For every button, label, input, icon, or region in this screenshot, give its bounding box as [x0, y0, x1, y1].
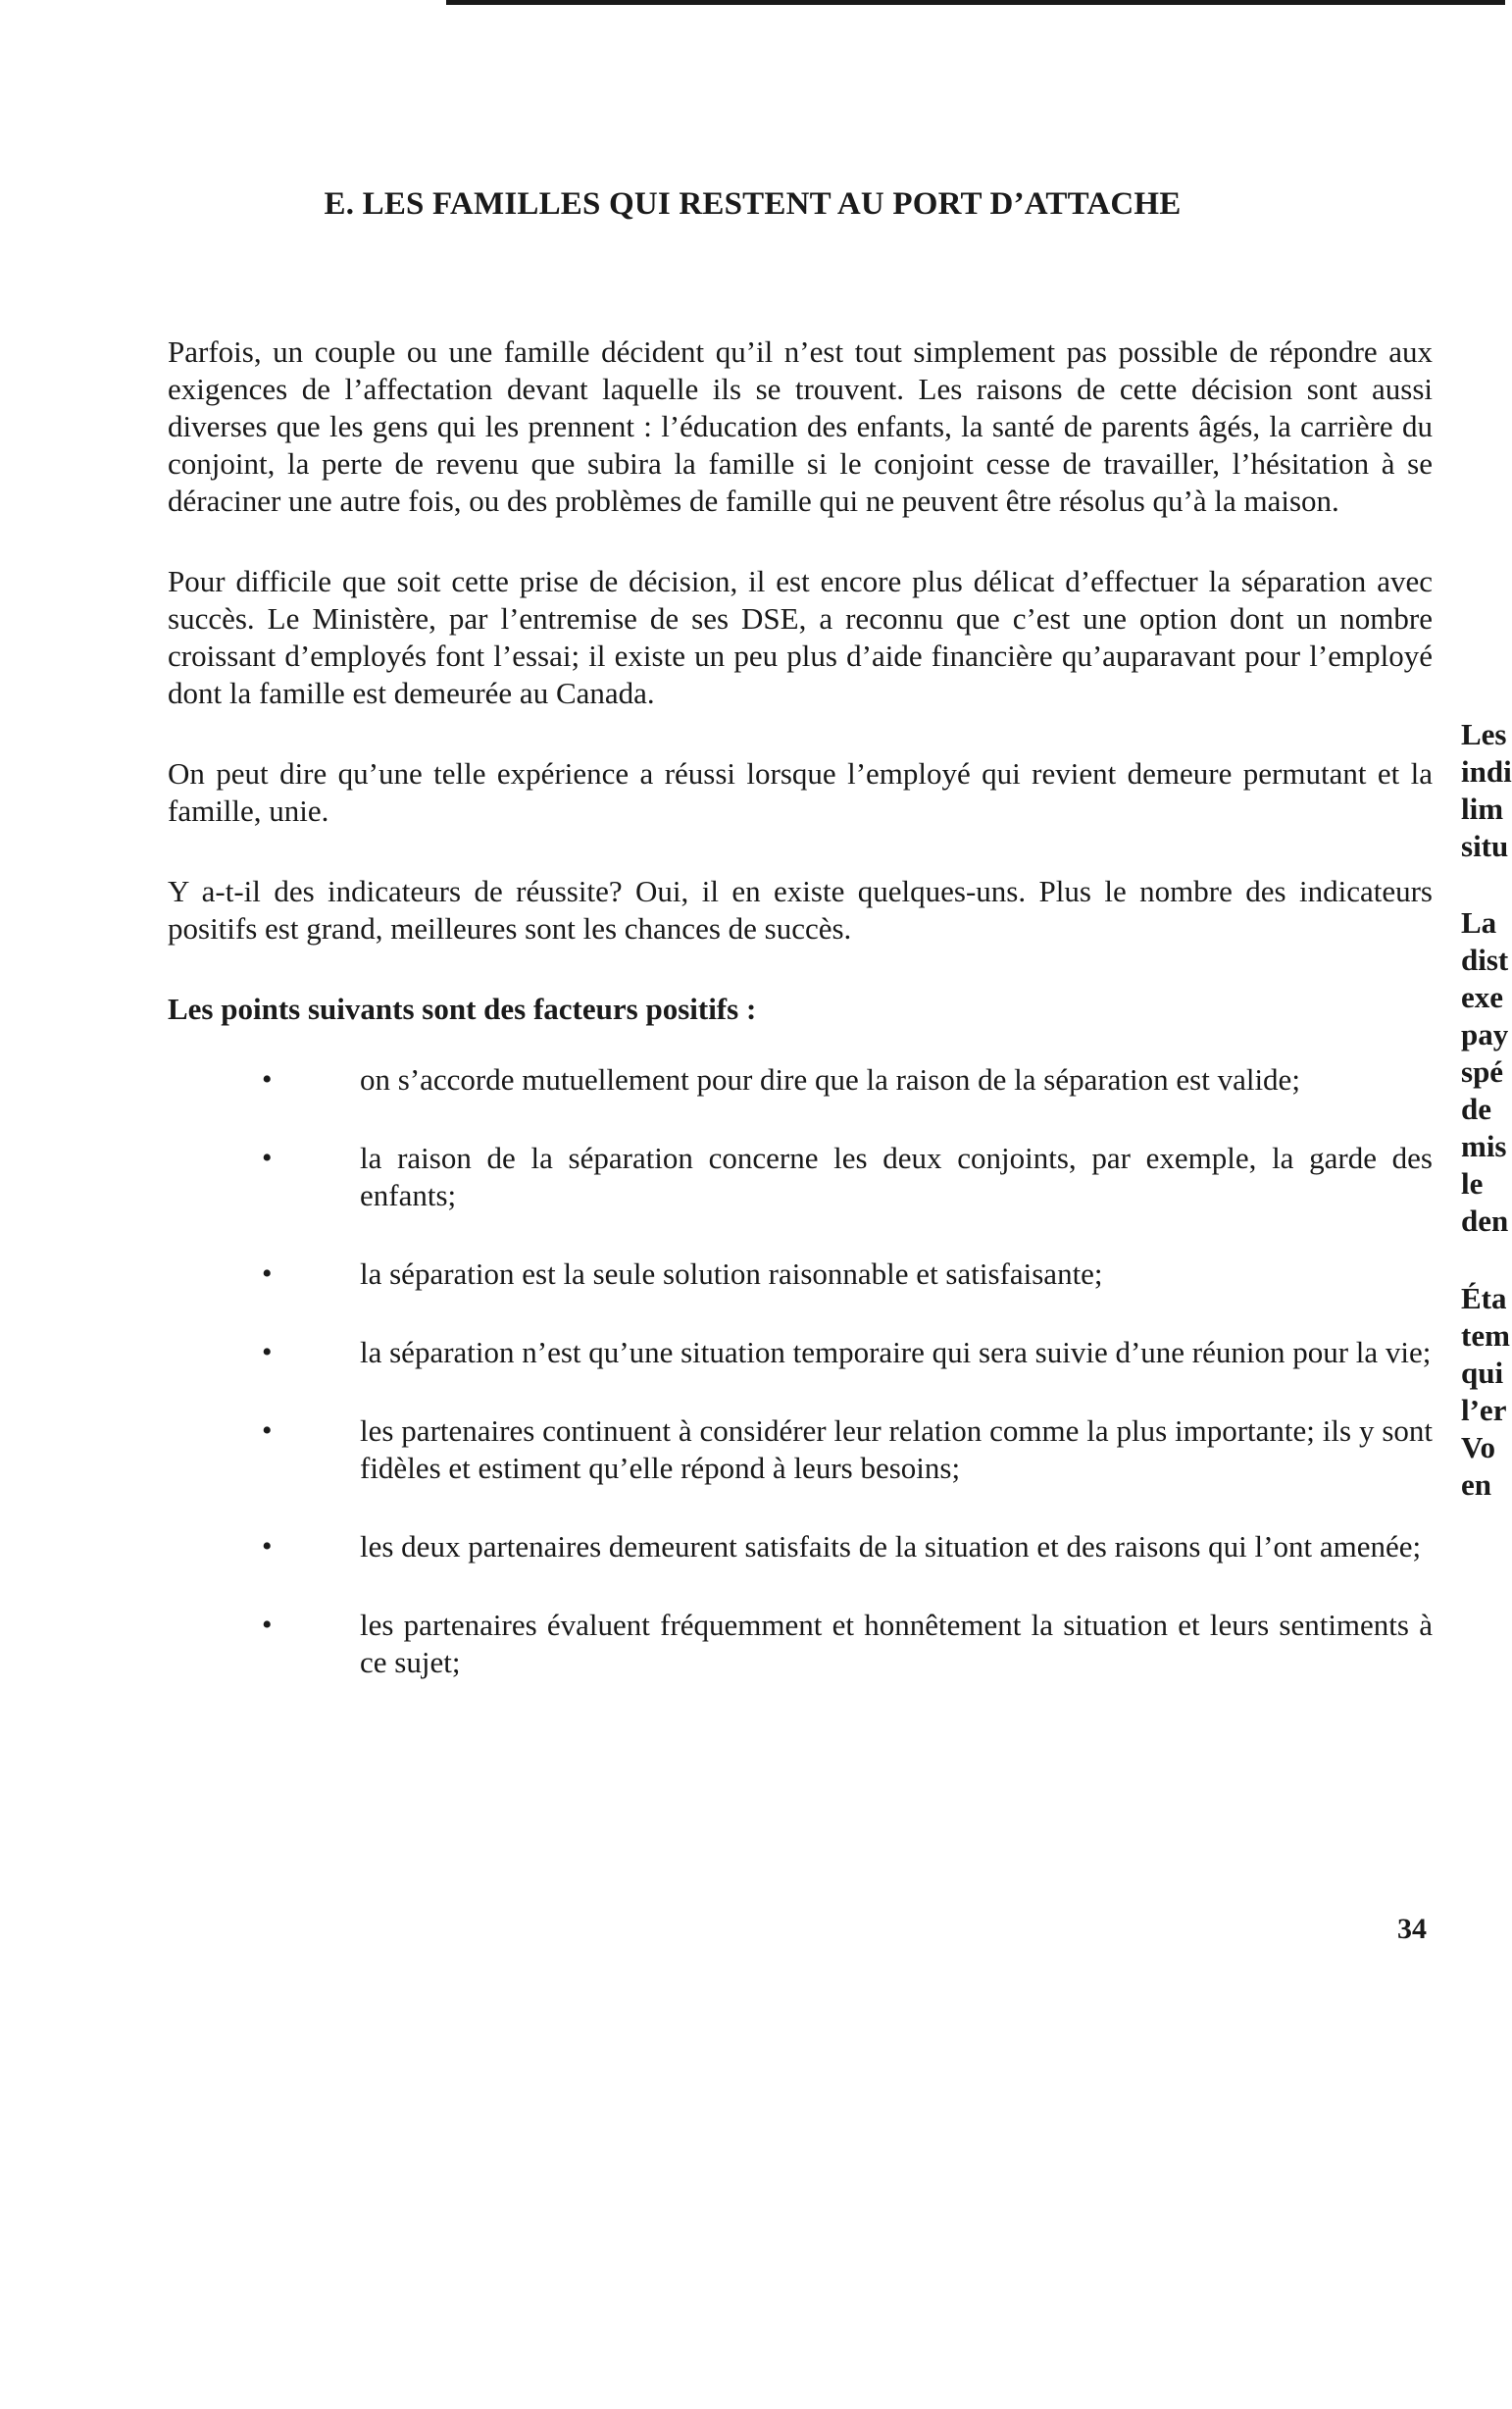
- side-fragment: situ: [1461, 829, 1509, 863]
- side-fragment: den: [1461, 1204, 1509, 1238]
- side-fragment: exe: [1461, 980, 1504, 1014]
- side-fragment: de: [1461, 1092, 1491, 1126]
- side-fragment: qui: [1461, 1356, 1504, 1390]
- list-item-text: les deux partenaires demeurent satisfaits de la situation et des raisons qui l’ont amenée;: [360, 1529, 1422, 1563]
- side-fragment: lim: [1461, 792, 1504, 826]
- list-item: [168, 1334, 1433, 1371]
- list-item: [168, 1607, 1433, 1681]
- list-item: [168, 1412, 1433, 1487]
- side-fragment: pay: [1461, 1017, 1509, 1051]
- side-fragment: spé: [1461, 1054, 1504, 1089]
- positive-factors-list: [168, 1061, 1433, 1681]
- side-fragment: La: [1461, 905, 1497, 940]
- side-fragment: le: [1461, 1166, 1484, 1201]
- side-fragment: tem: [1461, 1318, 1510, 1353]
- side-fragment: en: [1461, 1467, 1491, 1502]
- side-fragment: Les: [1461, 717, 1507, 751]
- list-item-text: les partenaires continuent à considérer leur relation comme la plus importante; ils y sont fidèles et estiment qu’elle répond à leurs besoins;: [360, 1413, 1433, 1485]
- bullet-icon: •: [262, 1257, 273, 1290]
- paragraph-separation: Pour difficile que soit cette prise de décision, il est encore plus délicat d’effectuer la séparation avec succès. Le Ministère, par l’entremise de ses DSE, a reconnu que c’est une option dont un nombre croissant d’employés font l’essai; il existe un peu plus d’aide financière qu’auparavant pour l’employé dont la famille est demeurée au Canada.: [168, 564, 1433, 710]
- adjacent-page-fragment-2: [1461, 904, 1509, 1240]
- bullet-icon: •: [262, 1063, 273, 1096]
- side-fragment: l’er: [1461, 1393, 1507, 1427]
- positive-factors-heading: Les points suivants sont des facteurs positifs :: [168, 992, 757, 1026]
- list-item-text: les partenaires évaluent fréquemment et honnêtement la situation et leurs sentiments à ce sujet;: [360, 1608, 1433, 1679]
- side-fragment: indi: [1461, 754, 1512, 789]
- page-number: 34: [1397, 1913, 1427, 1945]
- paragraph-success: On peut dire qu’une telle expérience a réussi lorsque l’employé qui revient demeure permutant et la famille, unie.: [168, 756, 1433, 828]
- list-item: [168, 1528, 1433, 1565]
- list-item: [168, 1061, 1433, 1099]
- list-item-text: la raison de la séparation concerne les deux conjoints, par exemple, la garde des enfants;: [360, 1141, 1433, 1212]
- paragraph-indicators: Y a-t-il des indicateurs de réussite? Oui, il en existe quelques-uns. Plus le nombre des indicateurs positifs est grand, meilleures sont les chances de succès.: [168, 874, 1433, 946]
- main-text-column: [168, 333, 1433, 1722]
- bullet-icon: •: [262, 1530, 273, 1563]
- paragraph-reasons: Parfois, un couple ou une famille décident qu’il n’est tout simplement pas possible de répondre aux exigences de l’affectation devant laquelle ils se trouvent. Les raisons de cette décision sont aussi diverses que les gens qui les prennent : l’éducation des enfants, la santé de parents âgés, la carrière du conjoint, la perte de revenu que subira la famille si le conjoint cesse de travailler, l’hésitation à se déraciner une autre fois, ou des problèmes de famille qui ne peuvent être résolus qu’à la maison.: [168, 334, 1433, 518]
- adjacent-page-fragment-3: [1461, 1280, 1510, 1504]
- list-item-text: la séparation n’est qu’une situation temporaire qui sera suivie d’une réunion pour la vie;: [360, 1335, 1432, 1369]
- side-fragment: dist: [1461, 943, 1509, 977]
- bullet-icon: •: [262, 1609, 273, 1641]
- list-item: [168, 1256, 1433, 1293]
- side-fragment: Éta: [1461, 1281, 1507, 1315]
- list-item: [168, 1140, 1433, 1214]
- top-border-line: [446, 0, 1505, 5]
- bullet-icon: •: [262, 1142, 273, 1174]
- list-item-text: on s’accorde mutuellement pour dire que la raison de la séparation est valide;: [360, 1062, 1300, 1097]
- bullet-icon: •: [262, 1336, 273, 1368]
- section-title: E. LES FAMILLES QUI RESTENT AU PORT D’ATTACHE: [324, 186, 1182, 222]
- side-fragment: Vo: [1461, 1430, 1496, 1464]
- list-item-text: la séparation est la seule solution raisonnable et satisfaisante;: [360, 1256, 1103, 1291]
- side-fragment: mis: [1461, 1129, 1507, 1163]
- adjacent-page-fragment-1: [1461, 716, 1512, 865]
- bullet-icon: •: [262, 1414, 273, 1447]
